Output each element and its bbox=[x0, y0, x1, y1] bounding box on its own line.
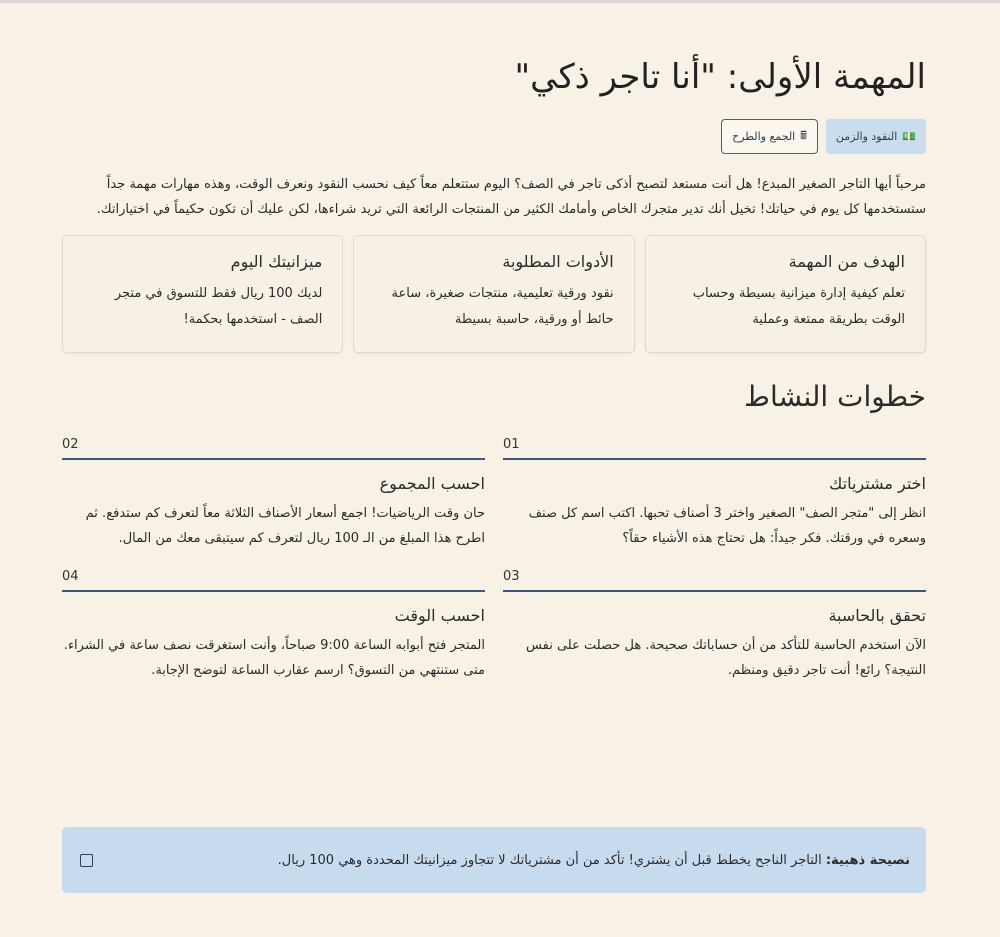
step-item bbox=[62, 569, 485, 683]
steps-heading: خطوات النشاط bbox=[744, 380, 926, 413]
main-content bbox=[62, 3, 926, 683]
info-card-tools bbox=[353, 235, 634, 353]
step-title: احسب الوقت bbox=[394, 606, 485, 625]
step-title: احسب المجموع bbox=[379, 474, 485, 493]
tip-text: التاجر الناجح يخطط قبل أن يشتري! تأكد من أن مشترياتك لا تتجاوز ميزانيتك المحددة وهي 100 ريال. bbox=[277, 852, 826, 868]
card-text: لديك 100 ريال فقط للتسوق في متجر الصف - استخدمها بحكمة! bbox=[114, 286, 323, 327]
tag-label: الجمع والطرح bbox=[732, 130, 796, 143]
steps-grid bbox=[62, 437, 926, 683]
step-text: المتجر فتح أبوابه الساعة 9:00 صباحاً، وأنت استغرقت نصف ساعة في الشراء. متى ستنتهي من التسوق؟ ارسم عقارب الساعة لتوضح الإجابة. bbox=[63, 638, 485, 678]
tip-box bbox=[62, 827, 926, 893]
step-item bbox=[503, 569, 926, 683]
step-number: 03 bbox=[503, 569, 926, 592]
tip-text-wrap bbox=[278, 853, 910, 868]
note-icon bbox=[80, 854, 93, 867]
tag-addition-subtraction[interactable] bbox=[721, 119, 818, 154]
card-text: تعلم كيفية إدارة ميزانية بسيطة وحساب الوقت بطريقة ممتعة وعملية bbox=[692, 286, 905, 327]
money-icon: 💵 bbox=[902, 130, 916, 143]
step-item bbox=[503, 437, 926, 551]
step-title: تحقق بالحاسبة bbox=[828, 606, 926, 625]
step-text: حان وقت الرياضيات! اجمع أسعار الأصناف الثلاثة معاً لتعرف كم ستدفع. ثم اطرح هذا المبلغ من الـ 100 ريال لتعرف كم سيتبقى معك من المال. bbox=[85, 506, 485, 546]
info-card-budget bbox=[62, 235, 343, 353]
card-title: الهدف من المهمة bbox=[788, 252, 905, 271]
step-text: الآن استخدم الحاسبة للتأكد من أن حساباتك صحيحة. هل حصلت على نفس النتيجة؟ رائع! أنت تاجر دقيق ومنظم. bbox=[526, 638, 926, 678]
tag-money-time[interactable] bbox=[826, 119, 926, 154]
card-title: الأدوات المطلوبة bbox=[502, 252, 614, 271]
card-text: نقود ورقية تعليمية، منتجات صغيرة، ساعة حائط أو ورقية، حاسبة بسيطة bbox=[391, 286, 614, 327]
card-title: ميزانيتك اليوم bbox=[230, 252, 323, 271]
step-number: 04 bbox=[62, 569, 485, 592]
step-number: 02 bbox=[62, 437, 485, 460]
info-card-goal bbox=[645, 235, 926, 353]
tip-label: نصيحة ذهبية: bbox=[825, 852, 910, 868]
step-item bbox=[62, 437, 485, 551]
step-title: اختر مشترياتك bbox=[829, 474, 926, 493]
info-cards bbox=[62, 235, 926, 353]
page-title: المهمة الأولى: "أنا تاجر ذكي" bbox=[514, 57, 926, 97]
calculator-icon: 🖩 bbox=[800, 129, 807, 142]
step-number: 01 bbox=[503, 437, 926, 460]
intro-paragraph: مرحباً أيها التاجر الصغير المبدع! هل أنت مستعد لتصبح أذكى تاجر في الصف؟ اليوم ستتعلم معاً كيف نحسب النقود ونعرف الوقت، وهذه مهارات مهمة جداً ستستخدمها كل يوم في حياتك! تخيل أنك تدير متجرك الخاص وأمامك الكثير من المنتجات الرائعة التي تريد شراءها، لكن عليك أن تكون حكيماً في اختياراتك. bbox=[96, 177, 926, 217]
tag-list bbox=[62, 119, 926, 154]
step-text: انظر إلى "متجر الصف" الصغير واختر 3 أصناف تحبها. اكتب اسم كل صنف وسعره في ورقتك. فكر جيداً: هل تحتاج هذه الأشياء حقاً؟ bbox=[528, 506, 926, 546]
tag-label: النقود والزمن bbox=[835, 130, 898, 143]
